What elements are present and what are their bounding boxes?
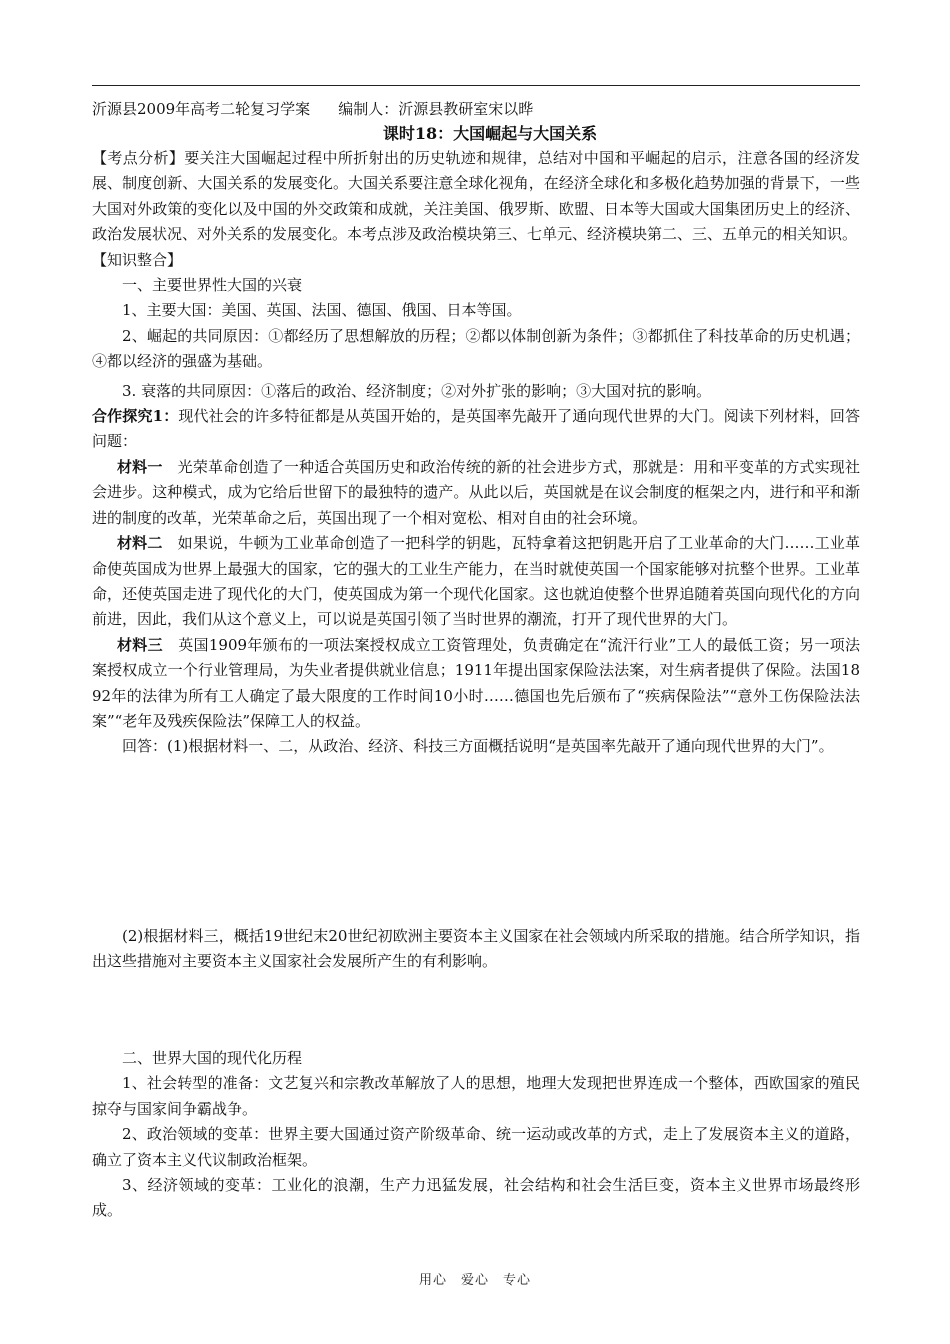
section2-block (92, 1046, 860, 1224)
material-3-label: 材料三 (117, 635, 163, 654)
section1-item-1: 1、主要大国：美国、英国、法国、德国、俄国、日本等国。 (122, 301, 522, 320)
question-1: 回答：(1)根据材料一、二，从政治、经济、科技三方面概括说明“是英国率先敲开了通向现代世界的大门”。 (122, 737, 834, 756)
header-rule (92, 85, 860, 86)
material-3-text: 英国1909年颁布的一项法案授权成立工资管理处，负责确定在“流汗行业”工人的最低工资；另一项法案授权成立一个行业管理局，为失业者提供就业信息；1911年提出国家保险法法案，对生病者提供了保险。法国1892年的法律为所有工人确定了最大限度的工作时间10小时……德国也先后颁布了“疾病保险法”“意外工伤保险法法案”“老年及残疾保险法”保障工人的权益。 (92, 635, 860, 730)
material-1-label: 材料一 (117, 457, 163, 476)
document-header (92, 98, 533, 120)
question-2-block (92, 924, 860, 975)
material-1 (92, 455, 860, 531)
analysis-label: 【考点分析】 (92, 149, 185, 167)
analysis-paragraph (92, 146, 860, 248)
section1-heading: 一、主要世界性大国的兴衰 (122, 276, 303, 295)
header-left: 沂源县2009年高考二轮复习学案 (92, 100, 311, 118)
section1-item-3: 3. 衰落的共同原因：①落后的政治、经济制度；②对外扩张的影响；③大国对抗的影响。 (122, 381, 712, 400)
page-footer: 用心 爱心 专心 (418, 1273, 531, 1288)
section2-item-2: 2、政治领域的变革：世界主要大国通过资产阶级革命、统一运动或改革的方式，走上了发展资本主义的道路，确立了资本主义代议制政治框架。 (92, 1125, 860, 1169)
question-2: (2)根据材料三，概括19世纪末20世纪初欧洲主要资本主义国家在社会领域内所采取的措施。结合所学知识，指出这些措施对主要资本主义国家社会发展所产生的有利影响。 (92, 927, 860, 971)
analysis-text: 要关注大国崛起过程中所折射出的历史轨迹和规律，总结对中国和平崛起的启示，注意各国的经济发展、制度创新、大国关系的发展变化。大国关系要注意全球化视角，在经济全球化和多极化趋势加强的背景下，一些大国对外政策的变化以及中国的外交政策和成就，关注美国、俄罗斯、欧盟、日本等大国或大国集团历史上的经济、政治发展状况、对外关系的发展变化。本考点涉及政治模块第三、七单元、经济模块第二、三、五单元的相关知识。 (92, 149, 860, 244)
material-2 (92, 531, 860, 633)
material-3 (92, 633, 860, 735)
header-right: 编制人：沂源县教研室宋以晔 (338, 100, 534, 118)
page-title: 课时18：大国崛起与大国关系 (382, 124, 598, 143)
section2-item-1: 1、社会转型的准备：文艺复兴和宗教改革解放了人的思想，地理大发现把世界连成一个整体，西欧国家的殖民掠夺与国家间争霸战争。 (92, 1074, 860, 1118)
section2-heading: 二、世界大国的现代化历程 (122, 1049, 303, 1067)
explore1-label: 合作探究1： (92, 407, 179, 426)
section2-item-3: 3、经济领域的变革：工业化的浪潮，生产力迅猛发展，社会结构和社会生活巨变，资本主义世界市场最终形成。 (92, 1176, 860, 1220)
material-1-text: 光荣革命创造了一种适合英国历史和政治传统的新的社会进步方式，那就是：用和平变革的方式实现社会进步。这种模式，成为它给后世留下的最独特的遗产。从此以后，英国就是在议会制度的框架之内，进行和平和渐进的制度的改革，光荣革命之后，英国出现了一个相对宽松、相对自由的社会环境。 (92, 457, 860, 527)
material-2-label: 材料二 (117, 534, 163, 553)
explore1-paragraph (92, 404, 860, 455)
material-2-text: 如果说，牛顿为工业革命创造了一把科学的钥匙，瓦特拿着这把钥匙开启了工业革命的大门……工业革命使英国成为世界上最强大的国家，它的强大的工业生产能力，在当时就使英国一个国家能够对抗整个世界。工业革命，还使英国走进了现代化的大门，使英国成为第一个现代化国家。这也就迫使整个世界追随着英国向现代化的方向前进，因此，我们从这个意义上，可以说是英国引领了当时世界的潮流，打开了现代世界的大门。 (92, 534, 860, 629)
knowledge-label: 【知识整合】 (92, 250, 183, 269)
section1-item-2: 2、崛起的共同原因：①都经历了思想解放的历程；②都以体制创新为条件；③都抓住了科技革命的历史机遇；④都以经济的强盛为基础。 (92, 326, 860, 371)
explore1-text: 现代社会的许多特征都是从英国开始的，是英国率先敲开了通向现代世界的大门。阅读下列材料，回答问题： (92, 407, 860, 451)
analysis-block (92, 146, 860, 760)
